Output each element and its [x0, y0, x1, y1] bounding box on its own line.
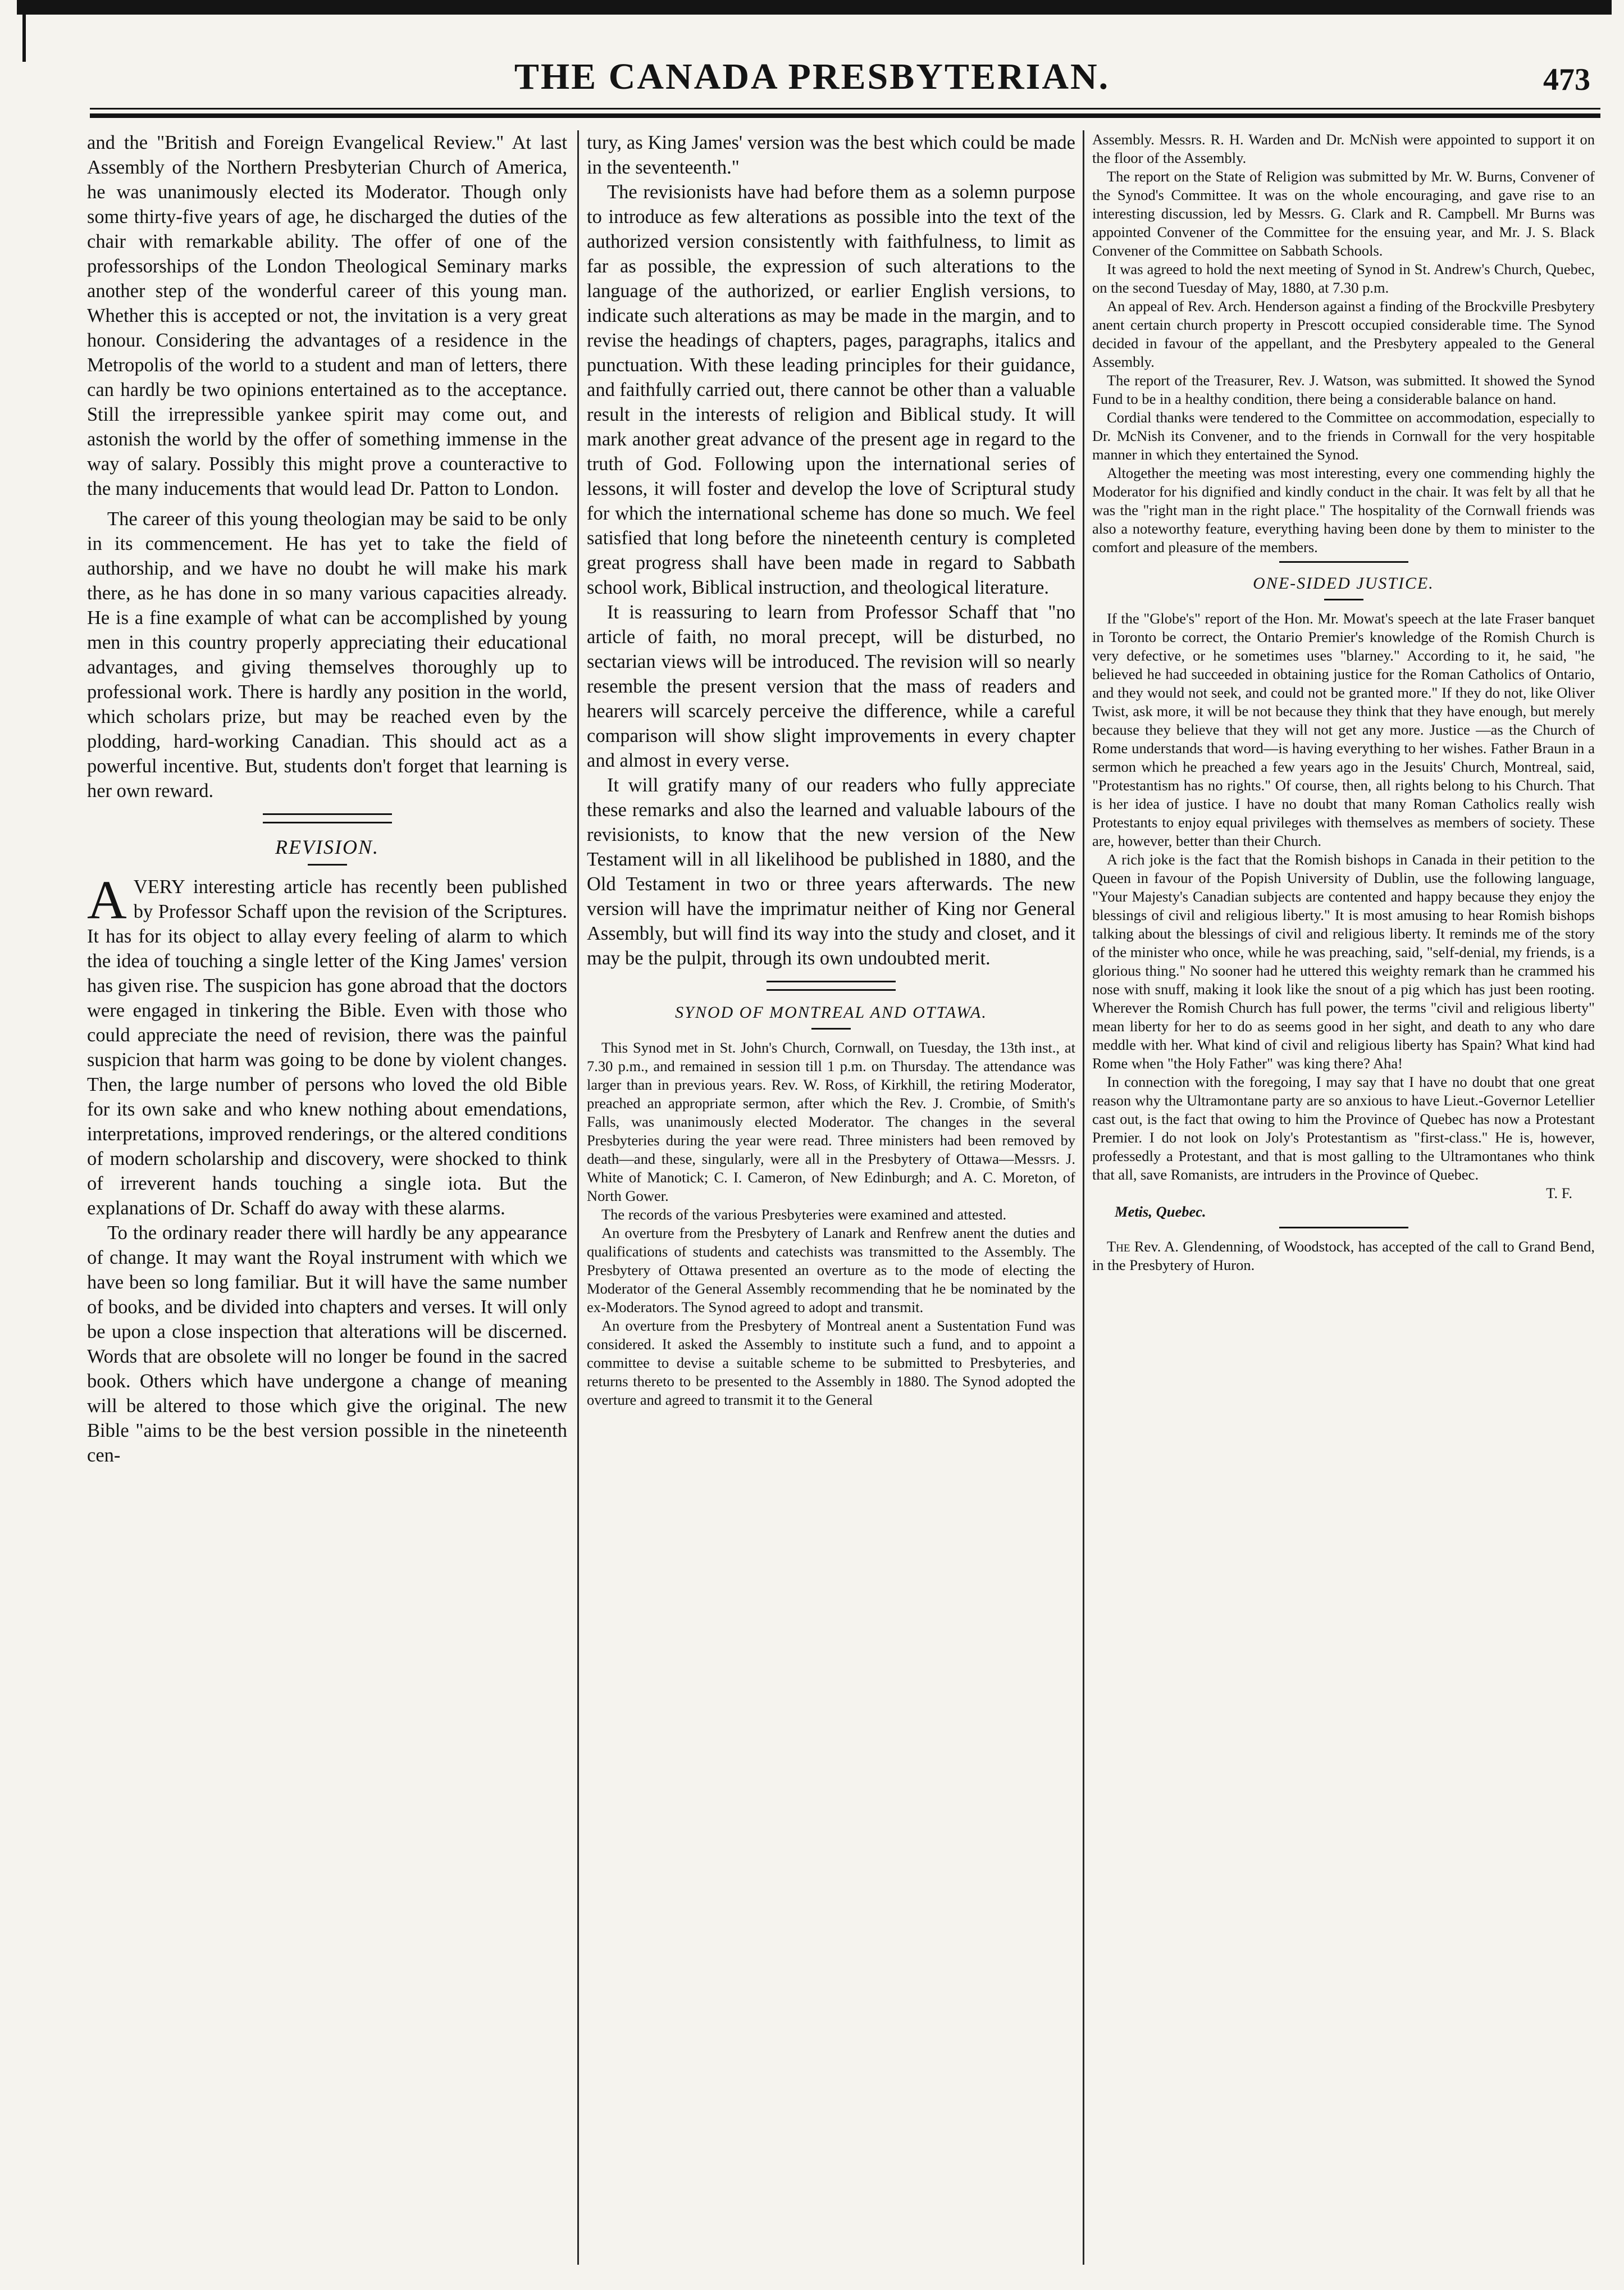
- column-middle: [587, 130, 1075, 2265]
- news-item: [1092, 1237, 1595, 1274]
- report-paragraph: Assembly. Messrs. R. H. Warden and Dr. McNish were appointed to support it on the floor of the Assembly.: [1092, 131, 1595, 166]
- column-divider: [1083, 130, 1084, 2265]
- section-heading-justice: ONE-SIDED JUSTICE.: [1253, 574, 1434, 593]
- section-separator: [1279, 561, 1408, 563]
- section-heading-synod: SYNOD OF MONTREAL AND OTTAWA.: [675, 1003, 987, 1022]
- report-paragraph: Cordial thanks were tendered to the Committee on accommodation, especially to Dr. McNish its Convener, and to the friends in Cornwall for the very hospitable manner in which they entertained the Synod.: [1092, 409, 1595, 463]
- article-paragraph: It is reassuring to learn from Professor Schaff that "no article of faith, no moral precept, will be disturbed, no sectarian views will be introduced. The revision will so nearly resemble the present version that the mass of readers and hearers will scarcely perceive the difference, while a careful comparison will show slight improvements in every chapter and almost in every verse.: [587, 602, 1075, 771]
- section-separator: [1279, 1227, 1408, 1228]
- top-border-rule: [17, 0, 1612, 15]
- report-paragraph: An overture from the Presbytery of Lanark and Renfrew anent the duties and qualifications of students and catechists was transmitted to the Assembly. The Presbytery of Ottawa presented an overture as to the mode of electing the Moderator of the General Assembly recommending that he be nominated by the ex-Moderators. The Synod agreed to adopt and transmit.: [587, 1224, 1075, 1315]
- article-paragraph: The revisionists have had before them as a solemn purpose to introduce as few alterations as possible into the text of the authorized version consistently with faithfulness, to limit as far as possible, the expression of such alterations to the language of the authorized, or earlier English versions, to indicate such alterations as may be made in the margin, and to revise the headings of chapters, pages, paragraphs, italics and punctuation. With these leading principles for their guidance, and faithfully carried out, there cannot be other than a valuable result in the interests of religion and Biblical study. It will mark another great advance of the present age in regard to the truth of God. Following upon the international series of lessons, it will foster and develop the love of Scriptural study for which the international scheme has done so much. We feel satisfied that long before the nineteenth century is completed great progress shall have been made in regard to Sabbath school work, Biblical instruction, and theological literature.: [587, 181, 1075, 598]
- letter-paragraph: A rich joke is the fact that the Romish bishops in Canada in their petition to the Queen in favour of the Popish University of Dublin, use the following language, "Your Majesty's Canadian subjects are contented and happy because they enjoy the blessings of civil and religious liberty." It is most amusing to hear Romish bishops talking about the blessings of civil and religious liberty. It reminds me of the story of the minister who once, while he was preaching, said, "self-denial, my friends, is a glorious thing." No sooner had he uttered this weighty remark than he crammed his nose with snuff, making it look like the snout of a pig which has just been rooting. Wherever the Romish Church has full power, the terms "civil and religious liberty" mean liberty for her to do as seems good in her sight, and death to any who dare meddle with her. What kind of civil and religious liberty has Spain? What kind had Rome when "the Holy Father" was king there? Aha!: [1092, 851, 1595, 1072]
- letter-place: Metis, Quebec.: [1115, 1203, 1206, 1220]
- heading-dash: [308, 864, 347, 866]
- section-separator: [767, 981, 896, 991]
- report-paragraph: An overture from the Presbytery of Montreal anent a Sustentation Fund was considered. It asked the Assembly to institute such a fund, and to appoint a committee to devise a suitable scheme to be submitted to Presbyteries, and returns thereto to be presented to the Assembly in 1880. The Synod adopted the overture and agreed to transmit it to the General: [587, 1317, 1075, 1408]
- header-rule-thin: [90, 108, 1600, 110]
- section-heading-revision: REVISION.: [275, 836, 379, 858]
- section-separator: [263, 813, 392, 823]
- revision-first-paragraph: VERY interesting article has recently been published by Professor Schaff upon the revision of the Scriptures. It has for its object to allay every feeling of alarm to which the idea of touching a single letter of the King James' version has given rise. The suspicion has gone abroad that the doctors were engaged in tinkering the Bible. Even with those who could appreciate the need of revision, there was the painful suspicion that harm was going to be done by violent changes. Then, the large number of persons who loved the old Bible for its own sake and who knew nothing about emendations, interpretations, improved renderings, or the altered conditions of modern scholarship and discovery, were shocked to think of irreverent hands touching a single iota. But the explanations of Dr. Schaff do away with these alarms.: [87, 876, 567, 1219]
- news-item-lead: The: [1107, 1238, 1130, 1255]
- article-paragraph: To the ordinary reader there will hardly be any appearance of change. It may want the Royal instrument with which we have been so long familiar. But it will have the same number of books, and be divided into chapters and verses. It will only be upon a close inspection that alterations will be discerned. Words that are obsolete will no longer be found in the sacred book. Others which have undergone a change of meaning will be altered to those which give the original. The new Bible "aims to be the best version possible in the nineteenth cen-: [87, 1222, 567, 1466]
- article-paragraph: The career of this young theologian may be said to be only in its commencement. He has yet to take the field of authorship, and we have no doubt he will make his mark there, as he has done in so many various capacities already. He is a fine example of what can be accomplished by young men in this country properly appreciating their educational advantages, and giving themselves thoroughly up to professional work. There is hardly any position in the world, which scholars prize, but may be reached even by the plodding, hard-working Canadian. This should act as a powerful incentive. But, students don't forget that learning is her own reward.: [87, 508, 567, 802]
- page-title: THE CANADA PRESBYTERIAN.: [514, 56, 1110, 97]
- column-divider: [577, 130, 579, 2265]
- heading-dash: [1324, 599, 1363, 600]
- article-paragraph: [87, 870, 567, 1221]
- column-left: [87, 130, 567, 2265]
- report-paragraph: Altogether the meeting was most interesting, every one commending highly the Moderator for his dignified and kindly conduct in the chair. It was felt by all that he was the "right man in the right place." The hospitality of the Cornwall friends was also a noteworthy feature, everything having been done by them to minister to the comfort and pleasure of the members.: [1092, 465, 1595, 556]
- report-paragraph: The report on the State of Religion was submitted by Mr. W. Burns, Convener of the Synod's Committee. It was on the whole encouraging, and gave rise to an interesting discussion, led by Messrs. G. Clark and R. Campbell. Mr Burns was appointed Convener of the Committee for the ensuing year, and Mr. J. S. Black Convener of the Committee on Sabbath Schools.: [1092, 168, 1595, 259]
- report-paragraph: It was agreed to hold the next meeting of Synod in St. Andrew's Church, Quebec, on the second Tuesday of May, 1880, at 7.30 p.m.: [1092, 261, 1595, 296]
- article-paragraph: tury, as King James' version was the best which could be made in the seventeenth.": [587, 132, 1075, 178]
- letter-paragraph: If the "Globe's" report of the Hon. Mr. Mowat's speech at the late Fraser banquet in Toronto be correct, the Ontario Premier's knowledge of the Romish Church is very defective, or he sometimes uses "blarney." According to it, he said, "he believed he had succeeded in obtaining justice for the Roman Catholics of Ontario, and they would not seek, and could not be granted more." If they do not, like Oliver Twist, ask more, it will be not because they think that they have enough, but merely because they believe that they will not get any more. Justice —as the Church of Rome understands that word—is having everything to her wishes. Father Braun in a sermon which he preached a few years ago in the Jesuits' Church, Montreal, said, "Protestantism has no rights." Of course, then, all rights belong to his Church. That is her idea of justice. I have no doubt that many Roman Catholics really wish Protestants to enjoy equal privileges with themselves as members of society. These are, however, better than their Church.: [1092, 610, 1595, 849]
- report-paragraph: The report of the Treasurer, Rev. J. Watson, was submitted. It showed the Synod Fund to be in a healthy condition, there being a considerable balance on hand.: [1092, 372, 1595, 407]
- report-paragraph: The records of the various Presbyteries were examined and attested.: [601, 1206, 1007, 1223]
- report-paragraph: This Synod met in St. John's Church, Cornwall, on Tuesday, the 13th inst., at 7.30 p.m., and remained in session till 1 p.m. on Thursday. The attendance was larger than in previous years. Rev. W. Ross, of Kirkhill, the retiring Moderator, preached an appropriate sermon, after which the Rev. J. Crombie, of Smith's Falls, was unanimously elected Moderator. The changes in the several Presbyteries during the year were read. Three ministers had been removed by death—and these, singularly, were all in the Presbytery of Ottawa—Messrs. J. White of Manotick; C. I. Cameron, of New Edinburgh; and A. C. Moreton, of North Gower.: [587, 1039, 1075, 1204]
- drop-cap: A: [87, 870, 127, 931]
- column-right: [1092, 130, 1595, 2265]
- letter-signature: T. F.: [1546, 1185, 1572, 1201]
- letter-paragraph: In connection with the foregoing, I may say that I have no doubt that one great reason why the Ultramontane party are so anxious to have Lieut.-Governor Letellier cast out, is the fact that owing to him the Province of Quebec has now a Protestant Premier. I do not look on Joly's Protestantism as "first-class." He is, however, professedly a Protestant, and that is most galling to the Ultramontanes who think that all, save Romanists, are intruders in the Province of Quebec.: [1092, 1073, 1595, 1183]
- news-item-text: Rev. A. Glendenning, of Woodstock, has accepted of the call to Grand Bend, in the Presbytery of Huron.: [1092, 1238, 1595, 1273]
- heading-dash: [811, 1028, 851, 1030]
- report-paragraph: An appeal of Rev. Arch. Henderson against a finding of the Brockville Presbytery anent certain church property in Prescott occupied considerable time. The Synod decided in favour of the appellant, and the Presbytery appealed to the General Assembly.: [1092, 298, 1595, 370]
- header-rule-thick: [90, 113, 1600, 118]
- page-number: 473: [1543, 62, 1590, 97]
- article-paragraph: and the "British and Foreign Evangelical Review." At last Assembly of the Northern Presbyterian Church of America, he was unanimously elected its Moderator. Though only some thirty-five years of age, he discharged the duties of the chair with remarkable ability. The offer of one of the professorships of the London Theological Seminary marks another step of the wonderful career of this young man. Whether this is accepted or not, the invitation is a very great honour. Considering the advantages of a residence in the Metropolis of the world to a student and man of letters, there can hardly be two opinions entertained as to the acceptance. Still the irrepressible yankee spirit may come out, and astonish the world by the offer of something immense in the way of salary. Possibly this might prove a counteractive to the many inducements that would lead Dr. Patton to London.: [87, 132, 567, 499]
- article-paragraph: It will gratify many of our readers who fully appreciate these remarks and also the learned and valuable labours of the revisionists, to know that the new version of the New Testament will in all likelihood be published in 1880, and the Old Testament in two or three years afterwards. The new version will have the imprimatur neither of King nor General Assembly, but will find its way into the study and closet, and it may be the pulpit, through its own undoubted merit.: [587, 775, 1075, 969]
